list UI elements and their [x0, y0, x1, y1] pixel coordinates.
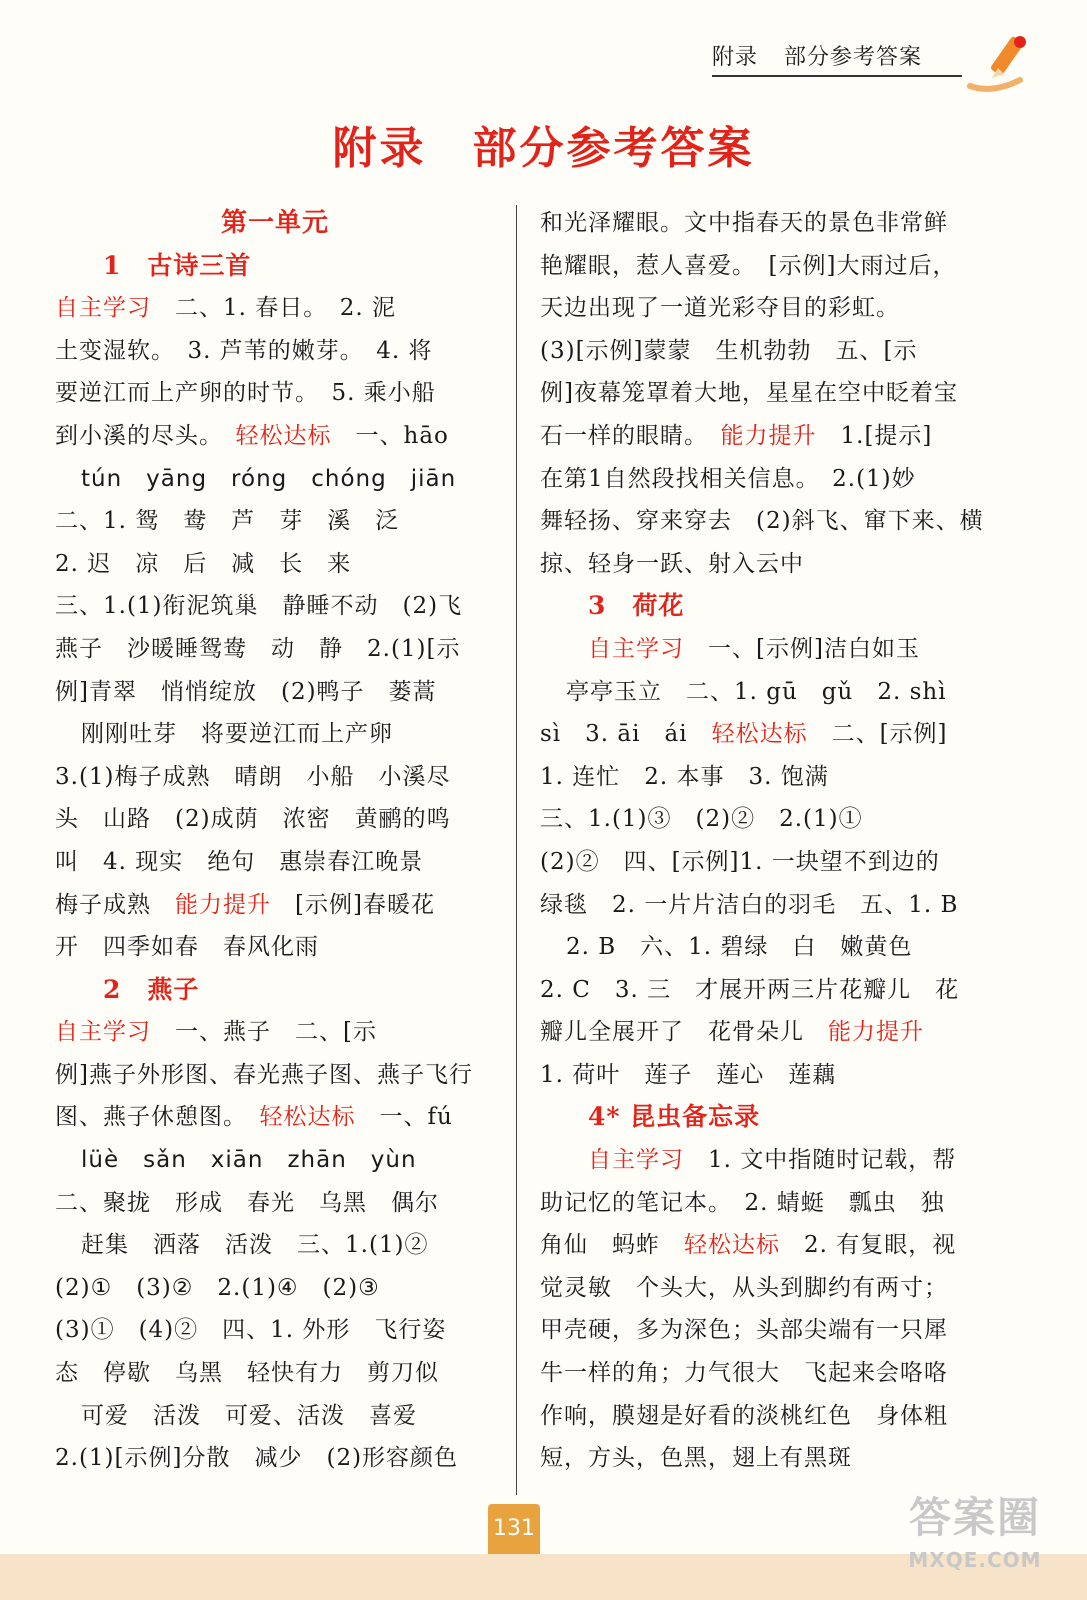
answer-line [55, 458, 495, 501]
answer-text: 石一样的眼睛。 [540, 422, 721, 449]
page-title-answers: 部分参考答案 [472, 123, 755, 174]
answer-text: 例]青翠 悄悄绽放 (2)鸭子 蒌蒿 [55, 678, 437, 705]
answer-text: 舞轻扬、穿来穿去 (2)斜飞、窜下来、横 [540, 508, 984, 535]
answer-line [55, 671, 495, 714]
section-tag: 自主学习 [588, 635, 684, 662]
answer-line [540, 202, 980, 245]
answer-text: 土变湿软。 3. 芦苇的嫩芽。 4. 将 [55, 337, 433, 364]
answer-text: 赶集 洒落 活泼 三、1.(1)② [81, 1232, 429, 1259]
pencil-icon [962, 28, 1042, 98]
answer-text: 在第1自然段找相关信息。 2.(1)妙 [540, 465, 916, 492]
answer-text: 到小溪的尽头。 [55, 422, 236, 449]
answer-text: 二、1. 春日。 2. 泥 [151, 295, 397, 322]
answer-line [540, 884, 980, 927]
answer-line [540, 798, 980, 841]
watermark [880, 1488, 1070, 1588]
answer-text: 掠、轻身一跃、射入云中 [540, 550, 804, 577]
answer-line [55, 1011, 495, 1054]
header-section-label [712, 40, 962, 77]
answer-line [540, 671, 980, 714]
watermark-logo: 答案圈 [908, 1493, 1041, 1542]
section-tag: 能力提升 [720, 422, 817, 449]
answer-text: 亭亭玉立 二、1. gū gǔ 2. shì [566, 678, 947, 705]
answer-text: 2. B 六、1. 碧绿 白 嫩黄色 [566, 934, 913, 961]
header-tag-answers: 部分参考答案 [784, 45, 923, 70]
answer-line [55, 841, 495, 884]
answer-line [55, 1139, 495, 1182]
answer-line [540, 1267, 980, 1310]
answer-line [540, 543, 980, 586]
answer-line [55, 585, 495, 628]
answer-text: 一、fú [355, 1104, 453, 1131]
answer-line [540, 969, 980, 1012]
answer-line [55, 628, 495, 671]
answer-text: 2.(1)[示例]分散 减少 (2)形容颜色 [55, 1445, 459, 1472]
answer-text: 三、1.(1)衔泥筑巢 静睡不动 (2)飞 [55, 593, 463, 620]
answer-text: 第一单元 [220, 208, 329, 238]
answer-text: 3 荷花 [588, 591, 685, 621]
answer-text: 二、1. 鸳 鸯 芦 芽 溪 泛 [55, 508, 400, 535]
answer-line [540, 1182, 980, 1225]
answer-text: 2. C 3. 三 才展开两三片花瓣儿 花 [540, 976, 960, 1003]
answer-line [55, 1395, 495, 1438]
answer-line [55, 1352, 495, 1395]
answer-text: 2. 迟 凉 后 减 长 来 [55, 550, 352, 577]
answer-text: 1. 荷叶 莲子 莲心 莲藕 [540, 1061, 837, 1088]
answer-line [540, 756, 980, 799]
section-tag: 自主学习 [588, 1147, 684, 1174]
answer-line [540, 1395, 980, 1438]
section-tag: 轻松达标 [711, 721, 808, 748]
answer-line [55, 1437, 495, 1480]
lesson-heading [55, 245, 495, 288]
lesson-heading [540, 585, 980, 628]
page-number: 131 [488, 1504, 540, 1554]
answer-text: 开 四季如春 春风化雨 [55, 934, 319, 961]
answer-line [55, 713, 495, 756]
left-column [55, 202, 495, 1480]
answer-line [540, 1224, 980, 1267]
answer-text: tún yāng róng chóng jiān [81, 465, 457, 492]
answer-text: 叫 4. 现实 绝句 惠崇春江晚景 [55, 848, 424, 875]
section-tag: 自主学习 [55, 1019, 151, 1046]
answer-text: 头 山路 (2)成荫 浓密 黄鹂的鸣 [55, 806, 451, 833]
answer-text: 瓣儿全展开了 花骨朵儿 [540, 1019, 828, 1046]
answer-text: 2 燕子 [103, 974, 200, 1004]
answer-line [540, 841, 980, 884]
answer-line [55, 884, 495, 927]
page-title [0, 112, 1087, 176]
answer-text: 和光泽耀眼。文中指春天的景色非常鲜 [540, 210, 948, 236]
answer-text: sì 3. āi ái [540, 721, 712, 748]
answer-text: 例]燕子外形图、春光燕子图、燕子飞行 [55, 1061, 473, 1088]
answer-text: 一、[示例]洁白如玉 [684, 635, 920, 662]
answer-text: 4* 昆虫备忘录 [588, 1102, 761, 1132]
answer-line [540, 1309, 980, 1352]
answer-text: 3.(1)梅子成熟 晴朗 小船 小溪尽 [55, 763, 451, 790]
answer-line [540, 628, 980, 671]
answer-line [55, 1096, 495, 1139]
answer-line [540, 1054, 980, 1097]
answer-text: 要逆江而上产卵的时节。 5. 乘小船 [55, 380, 436, 407]
section-tag: 轻松达标 [259, 1104, 356, 1131]
answer-line [540, 713, 980, 756]
answer-text: (3)[示例]蒙蒙 生机勃勃 五、[示 [540, 337, 918, 364]
right-column [540, 202, 984, 1480]
answer-text: 艳耀眼，惹人喜爱。 [示例]大雨过后， [540, 252, 957, 279]
answer-line [540, 415, 980, 458]
answer-text: 助记忆的笔记本。 2. 蜻蜓 瓢虫 独 [540, 1189, 945, 1216]
answer-line [55, 287, 495, 330]
answer-line [540, 330, 980, 373]
section-tag: 能力提升 [175, 891, 271, 918]
answer-text: (3)① (4)② 四、1. 外形 飞行姿 [55, 1317, 447, 1344]
answer-line [55, 1054, 495, 1097]
answer-line [55, 500, 495, 543]
answer-line [540, 1011, 980, 1054]
answer-line [55, 1267, 495, 1310]
answer-text: 1.[提示] [816, 422, 933, 449]
answer-line [55, 798, 495, 841]
answer-text: 刚刚吐芽 将要逆江而上产卵 [81, 721, 393, 748]
answer-text: 觉灵敏 个头大，从头到脚约有两寸； [540, 1274, 948, 1301]
answer-text: 燕子 沙暖睡鸳鸯 动 静 2.(1)[示 [55, 635, 461, 662]
answer-text: 绿毯 2. 一片片洁白的羽毛 五、1. B [540, 891, 959, 918]
answer-text: 二、聚拢 形成 春光 乌黑 偶尔 [55, 1189, 439, 1216]
answer-line [55, 543, 495, 586]
answer-line [540, 926, 980, 969]
section-tag: 自主学习 [55, 295, 151, 322]
answer-line [540, 372, 980, 415]
answer-line [55, 756, 495, 799]
answer-line [55, 1309, 495, 1352]
section-tag: 能力提升 [828, 1019, 924, 1046]
answer-text: 1. 连忙 2. 本事 3. 饱满 [540, 763, 829, 790]
answer-text: 态 停歇 乌黑 轻快有力 剪刀似 [55, 1360, 439, 1387]
answer-line [540, 245, 980, 288]
answer-text: 例]夜幕笼罩着大地，星星在空中眨着宝 [540, 380, 958, 407]
answer-text: 图、燕子休憩图。 [55, 1104, 260, 1131]
answer-line [55, 330, 495, 373]
answer-text: 三、1.(1)③ (2)② 2.(1)① [540, 806, 863, 833]
answer-line [540, 500, 984, 543]
answer-text: 二、[示例] [807, 721, 948, 748]
answer-text: 1. 文中指随时记载，帮 [684, 1147, 957, 1174]
answer-text: 天边出现了一道光彩夺目的彩虹。 [540, 295, 900, 322]
answer-line [540, 1139, 980, 1182]
answer-text: lüè sǎn xiān zhān yùn [81, 1147, 417, 1174]
answer-text: 2. 有复眼，视 [780, 1232, 957, 1259]
answer-text: 作响，膜翅是好看的淡桃红色 身体粗 [540, 1402, 948, 1429]
answer-text: 1 古诗三首 [103, 250, 252, 280]
answer-text: 一、hāo [331, 422, 449, 449]
answer-line [55, 1182, 495, 1225]
column-divider [516, 205, 517, 1495]
answer-text: 短，方头，色黑，翅上有黑斑 [540, 1445, 852, 1472]
answer-line [55, 1224, 495, 1267]
answer-text: (2)② 四、[示例]1. 一块望不到边的 [540, 848, 940, 875]
answer-line [540, 287, 980, 330]
answer-text: 可爱 活泼 可爱、活泼 喜爱 [81, 1402, 417, 1429]
answer-line [540, 1352, 980, 1395]
answer-line [540, 458, 980, 501]
header-tag-appendix: 附录 [712, 45, 759, 70]
answer-line [55, 372, 495, 415]
section-tag: 轻松达标 [235, 422, 332, 449]
page-title-appendix: 附录 [332, 123, 427, 174]
watermark-url: MXQE.COM [908, 1548, 1042, 1572]
answer-line [55, 926, 495, 969]
answer-text: 梅子成熟 [55, 891, 175, 918]
answer-line [55, 415, 495, 458]
answer-text: (2)① (3)② 2.(1)④ (2)③ [55, 1274, 380, 1301]
section-tag: 轻松达标 [684, 1232, 780, 1259]
answer-text: [示例]春暖花 [271, 891, 435, 918]
answer-text: 甲壳硬，多为深色；头部尖端有一只犀 [540, 1317, 948, 1344]
answer-text: 一、燕子 二、[示 [151, 1019, 377, 1046]
answer-text: 角仙 蚂蚱 [540, 1232, 684, 1259]
answer-line [540, 1437, 980, 1480]
lesson-heading [540, 1096, 980, 1139]
unit-heading [55, 202, 495, 245]
answer-text: 牛一样的角；力气很大 飞起来会咯咯 [540, 1360, 948, 1387]
lesson-heading [55, 969, 495, 1012]
